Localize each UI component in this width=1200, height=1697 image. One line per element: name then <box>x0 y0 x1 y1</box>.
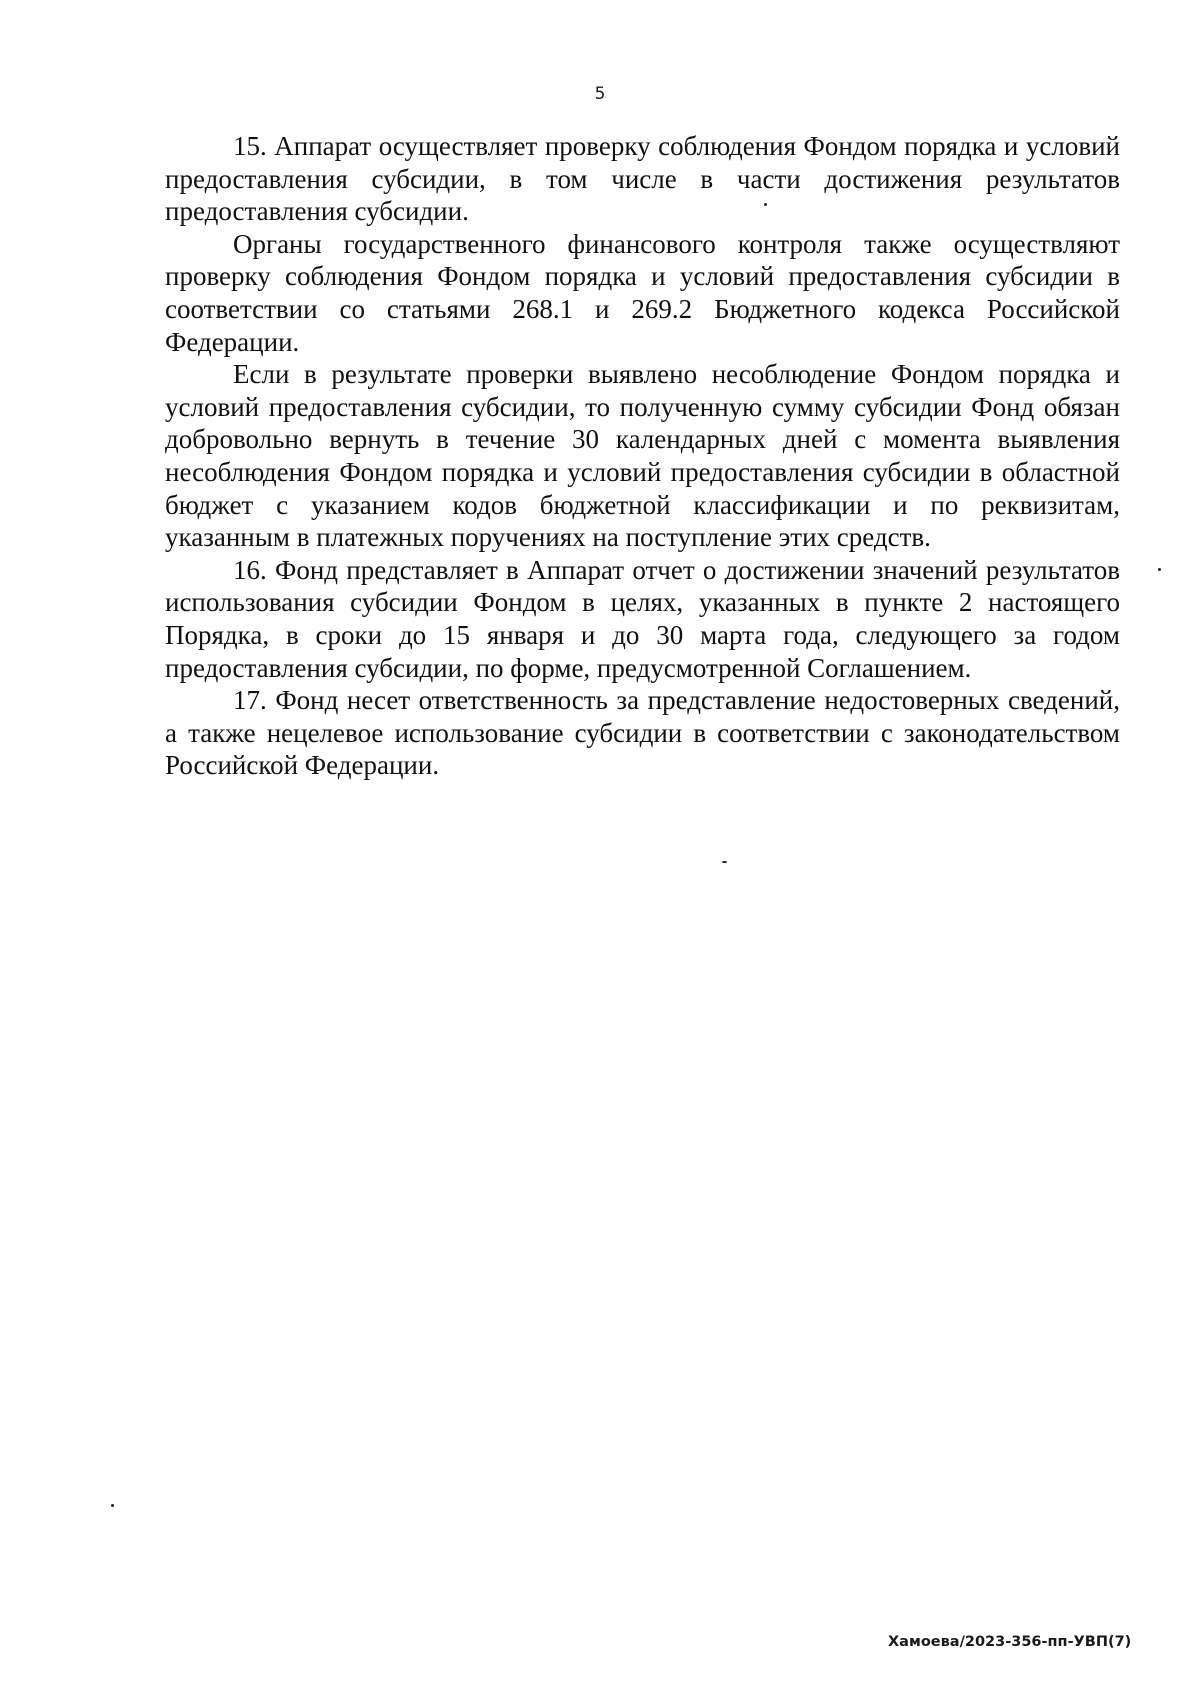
page-number: 5 <box>594 84 606 104</box>
paragraph-16: 16. Фонд представляет в Аппарат отчет о достижении значений результатов использования субсидии Фондом в целях, указанных в пункте 2 настоящего Порядка, в сроки до 15 января и до 30 марта года, следующего за годом предоставления субсидии, по форме, предусмотренной Соглашением. <box>165 554 1120 683</box>
document-body <box>165 130 1120 782</box>
scan-speck <box>764 203 767 206</box>
paragraph-17: 17. Фонд несет ответственность за представление недостоверных сведений, а также нецелевое использование субсидии в соответствии с законодательством Российской Федерации. <box>165 685 1120 781</box>
scan-speck <box>1158 568 1161 571</box>
scan-speck <box>722 861 727 863</box>
scan-speck <box>111 1504 114 1507</box>
document-code: Хамоева/2023-356-пп-УВП(7) <box>888 1634 1132 1650</box>
paragraph-refund: Если в результате проверки выявлено несоблюдение Фондом порядка и условий предоставления субсидии, то полученную сумму субсидии Фонд обязан добровольно вернуть в течение 30 календарных дней с момента выявления несоблюдения Фондом порядка и условий предоставления субсидии в областной бюджет с указанием кодов бюджетной классификации и по реквизитам, указанным в платежных поручениях на поступление этих средств. <box>165 359 1120 553</box>
paragraph-financial-control: Органы государственного финансового контроля также осуществляют проверку соблюдения Фондом порядка и условий предоставления субсидии в соответствии со статьями 268.1 и 269.2 Бюджетного кодекса Российской Федерации. <box>165 228 1120 357</box>
paragraph-15: 15. Аппарат осуществляет проверку соблюдения Фондом порядка и условий предоставления субсидии, в том числе в части достижения результатов предоставления субсидии. <box>165 131 1120 227</box>
